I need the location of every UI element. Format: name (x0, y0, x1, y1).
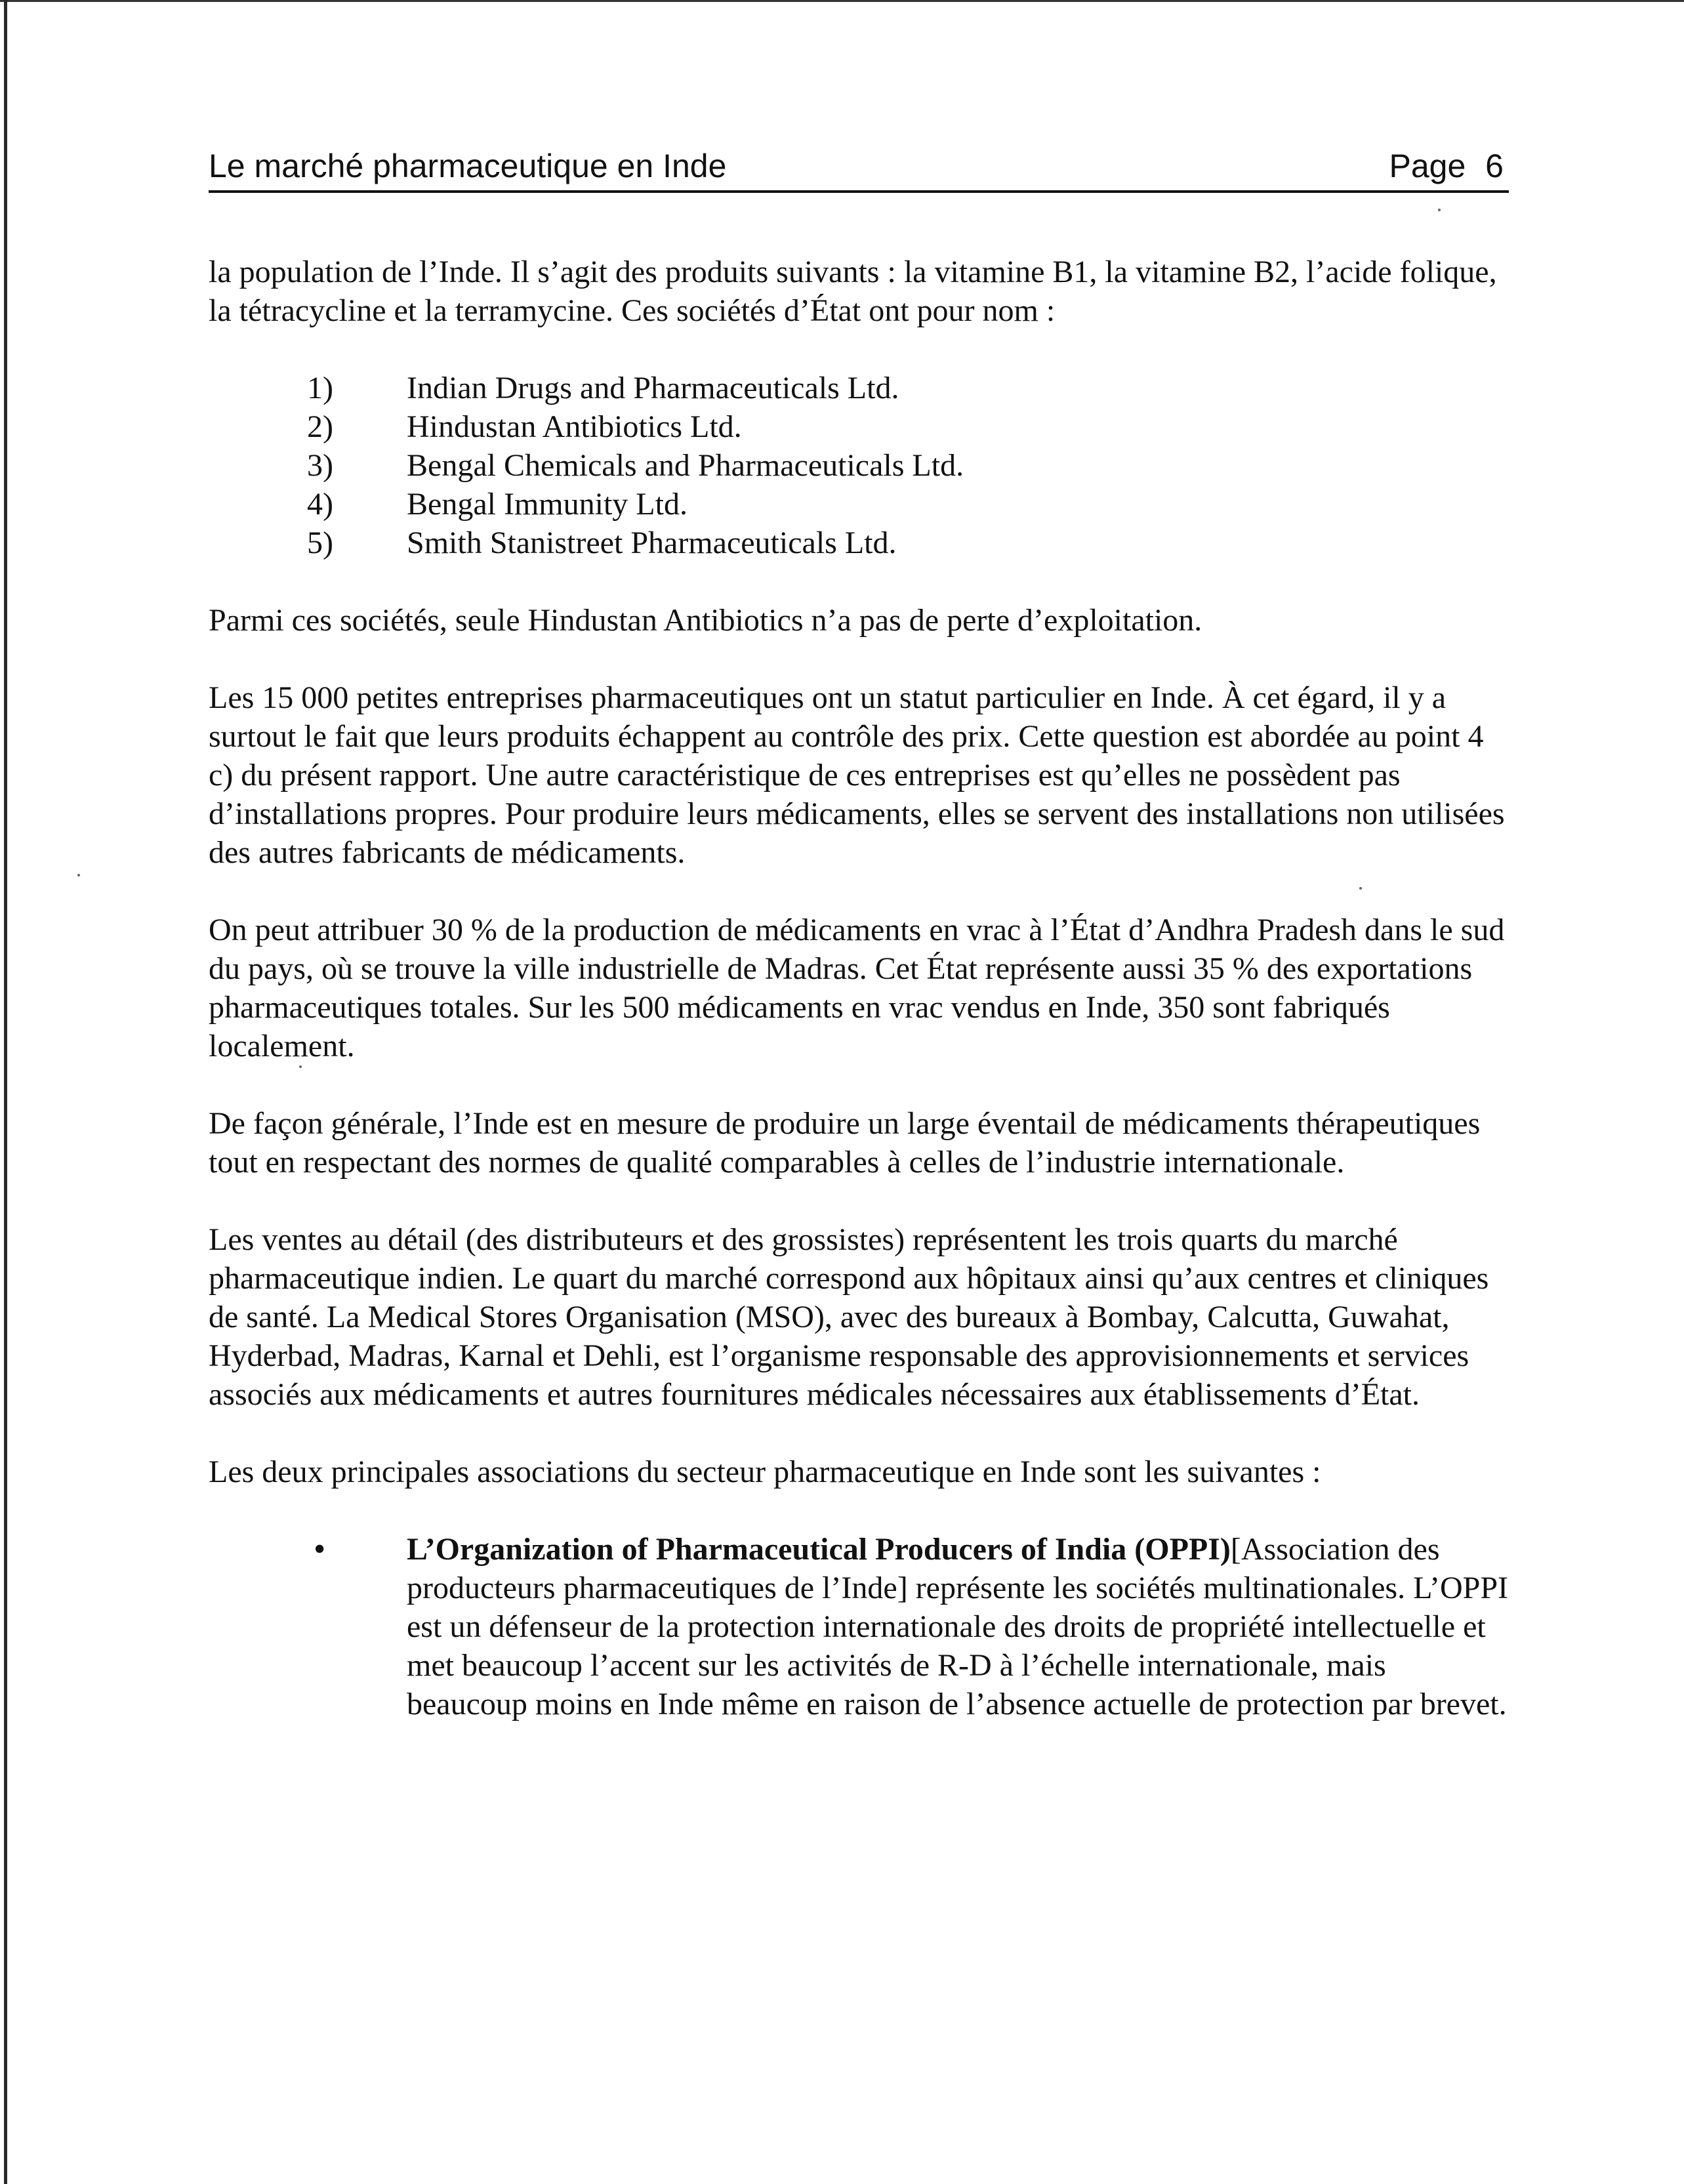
company-list (209, 369, 1514, 562)
scan-speck (77, 874, 80, 876)
scan-speck (1359, 887, 1362, 890)
list-item (209, 446, 1514, 485)
list-item (209, 369, 1514, 407)
list-item (209, 1530, 1514, 1723)
page-number: Page 6 (1389, 148, 1504, 184)
paragraph: De façon générale, l’Inde est en mesure de produire un large éventail de médicaments thérapeutiques tout en respectant des normes de qualité comparables à celles de l’industrie internationale. (209, 1106, 1481, 1180)
list-number: 1) (307, 371, 333, 405)
list-item (209, 407, 1514, 446)
list-number: 4) (307, 487, 333, 522)
paragraph: Les ventes au détail (des distributeurs et des grossistes) représentent les trois quarts du marché pharmaceutique indien. Le quart du marché correspond aux hôpitaux ainsi qu’aux centres et cliniques de santé. La Medical Stores Organisation (MSO), avec des bureaux à Bombay, Calcutta, Guwahat, Hyderbad, Madras, Karnal et Dehli, est l’organisme responsable des approvisionnements et services associés aux médicaments et autres fournitures médicales nécessaires aux établissements d’État. (209, 1222, 1489, 1412)
association-description: [Association des producteurs pharmaceutiques de l’Inde] représente les sociétés multinationales. L’OPPI est un défenseur de la protection internationale des droits de propriété intellectuelle et met beaucoup l’accent sur les activités de R-D à l’échelle internationale, mais beaucoup moins en Inde même en raison de l’absence actuelle de protection par brevet. (407, 1532, 1509, 1721)
page-header (209, 143, 1509, 193)
scan-top-edge (0, 0, 1684, 2)
paragraph: Les 15 000 petites entreprises pharmaceutiques ont un statut particulier en Inde. À cet égard, il y a surtout le fait que leurs produits échappent au contrôle des prix. Cette question est abordée au point 4 c) du présent rapport. Une autre caractéristique de ces entreprises est qu’elles ne possèdent pas d’installations propres. Pour produire leurs médicaments, elles se servent des installations non utilisées des autres fabricants de médicaments. (209, 680, 1505, 870)
association-list (209, 1530, 1514, 1723)
paragraph: On peut attribuer 30 % de la production de médicaments en vrac à l’État d’Andhra Pradesh dans le sud du pays, où se trouve la ville industrielle de Madras. Cet État représente aussi 35 % des exportations pharmaceutiques totales. Sur les 500 médicaments en vrac vendus en Inde, 350 sont fabriqués localement. (209, 913, 1505, 1063)
scan-speck (299, 1065, 302, 1068)
scan-left-edge (4, 0, 7, 2184)
paragraph: Les deux principales associations du secteur pharmaceutique en Inde sont les suivantes : (209, 1454, 1321, 1489)
company-name: Bengal Chemicals and Pharmaceuticals Ltd. (407, 448, 964, 483)
scan-speck (1438, 209, 1441, 211)
list-number: 3) (307, 448, 333, 483)
company-name: Hindustan Antibiotics Ltd. (407, 409, 742, 444)
list-number: 2) (307, 409, 333, 444)
paragraph: Parmi ces sociétés, seule Hindustan Antibiotics n’a pas de perte d’exploitation. (209, 603, 1202, 638)
company-name: Bengal Immunity Ltd. (407, 487, 688, 522)
document-body (209, 253, 1514, 1723)
company-name: Smith Stanistreet Pharmaceuticals Ltd. (407, 525, 897, 560)
document-title: Le marché pharmaceutique en Inde (209, 148, 727, 184)
intro-paragraph: la population de l’Inde. Il s’agit des produits suivants : la vitamine B1, la vitamine B2, l’acide folique, la tétracycline et la terramycine. Ces sociétés d’État ont pour nom : (209, 255, 1497, 328)
bullet-icon: • (314, 1531, 326, 1568)
company-name: Indian Drugs and Pharmaceuticals Ltd. (407, 371, 899, 405)
list-item (209, 524, 1514, 562)
association-name: L’Organization of Pharmaceutical Producers of India (OPPI) (407, 1532, 1231, 1567)
list-item (209, 485, 1514, 524)
list-number: 5) (307, 525, 333, 560)
